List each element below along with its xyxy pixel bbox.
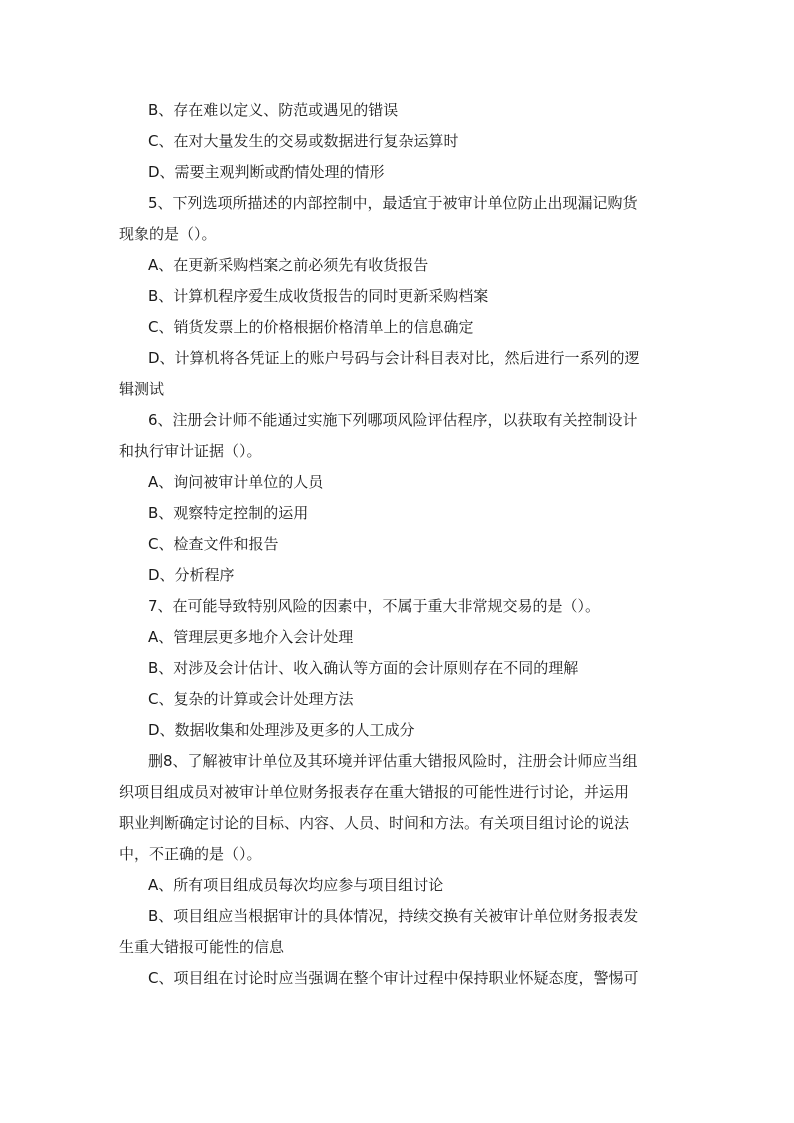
document-body xyxy=(119,95,679,994)
question-6-continuation: 和执行审计证据（）。 xyxy=(119,442,262,460)
question-8-continuation: 中，不正确的是（）。 xyxy=(119,845,262,863)
option-continuation: 生重大错报可能性的信息 xyxy=(119,938,285,956)
question-8-line: 删8、了解被审计单位及其环境并评估重大错报风险时，注册会计师应当组 xyxy=(148,752,638,770)
option-line: C、检查文件和报告 xyxy=(148,535,279,553)
option-line: B、计算机程序爱生成收货报告的同时更新采购档案 xyxy=(148,287,489,305)
question-5-line: 5、下列选项所描述的内部控制中，最适宜于被审计单位防止出现漏记购货 xyxy=(148,194,638,212)
question-6-line: 6、注册会计师不能通过实施下列哪项风险评估程序，以获取有关控制设计 xyxy=(148,411,638,429)
option-line: C、复杂的计算或会计处理方法 xyxy=(148,690,354,708)
option-line: B、存在难以定义、防范或遇见的错误 xyxy=(148,101,399,119)
question-5-continuation: 现象的是（）。 xyxy=(119,225,217,243)
option-line: B、观察特定控制的运用 xyxy=(148,504,309,522)
option-line: A、询问被审计单位的人员 xyxy=(148,473,324,491)
option-line: C、销货发票上的价格根据价格清单上的信息确定 xyxy=(148,318,474,336)
option-line: A、管理层更多地介入会计处理 xyxy=(148,628,354,646)
option-continuation: 辑测试 xyxy=(119,380,165,398)
option-line: C、项目组在讨论时应当强调在整个审计过程中保持职业怀疑态度，警惕可 xyxy=(148,969,639,987)
question-8-continuation: 职业判断确定讨论的目标、内容、人员、时间和方法。有关项目组讨论的说法 xyxy=(119,814,630,832)
option-line: D、数据收集和处理涉及更多的人工成分 xyxy=(148,721,415,739)
option-line: D、分析程序 xyxy=(148,566,235,584)
option-line: D、计算机将各凭证上的账户号码与会计科目表对比，然后进行一系列的逻 xyxy=(148,349,640,367)
option-line: B、项目组应当根据审计的具体情况，持续交换有关被审计单位财务报表发 xyxy=(148,907,639,925)
question-7-line: 7、在可能导致特别风险的因素中，不属于重大非常规交易的是（）。 xyxy=(148,597,601,615)
option-line: B、对涉及会计估计、收入确认等方面的会计原则存在不同的理解 xyxy=(148,659,579,677)
option-line: A、在更新采购档案之前必须先有收货报告 xyxy=(148,256,429,274)
option-line: A、所有项目组成员每次均应参与项目组讨论 xyxy=(148,876,444,894)
question-8-continuation: 织项目组成员对被审计单位财务报表存在重大错报的可能性进行讨论，并运用 xyxy=(119,783,630,801)
option-line: C、在对大量发生的交易或数据进行复杂运算时 xyxy=(148,132,459,150)
option-line: D、需要主观判断或酌情处理的情形 xyxy=(148,163,385,181)
